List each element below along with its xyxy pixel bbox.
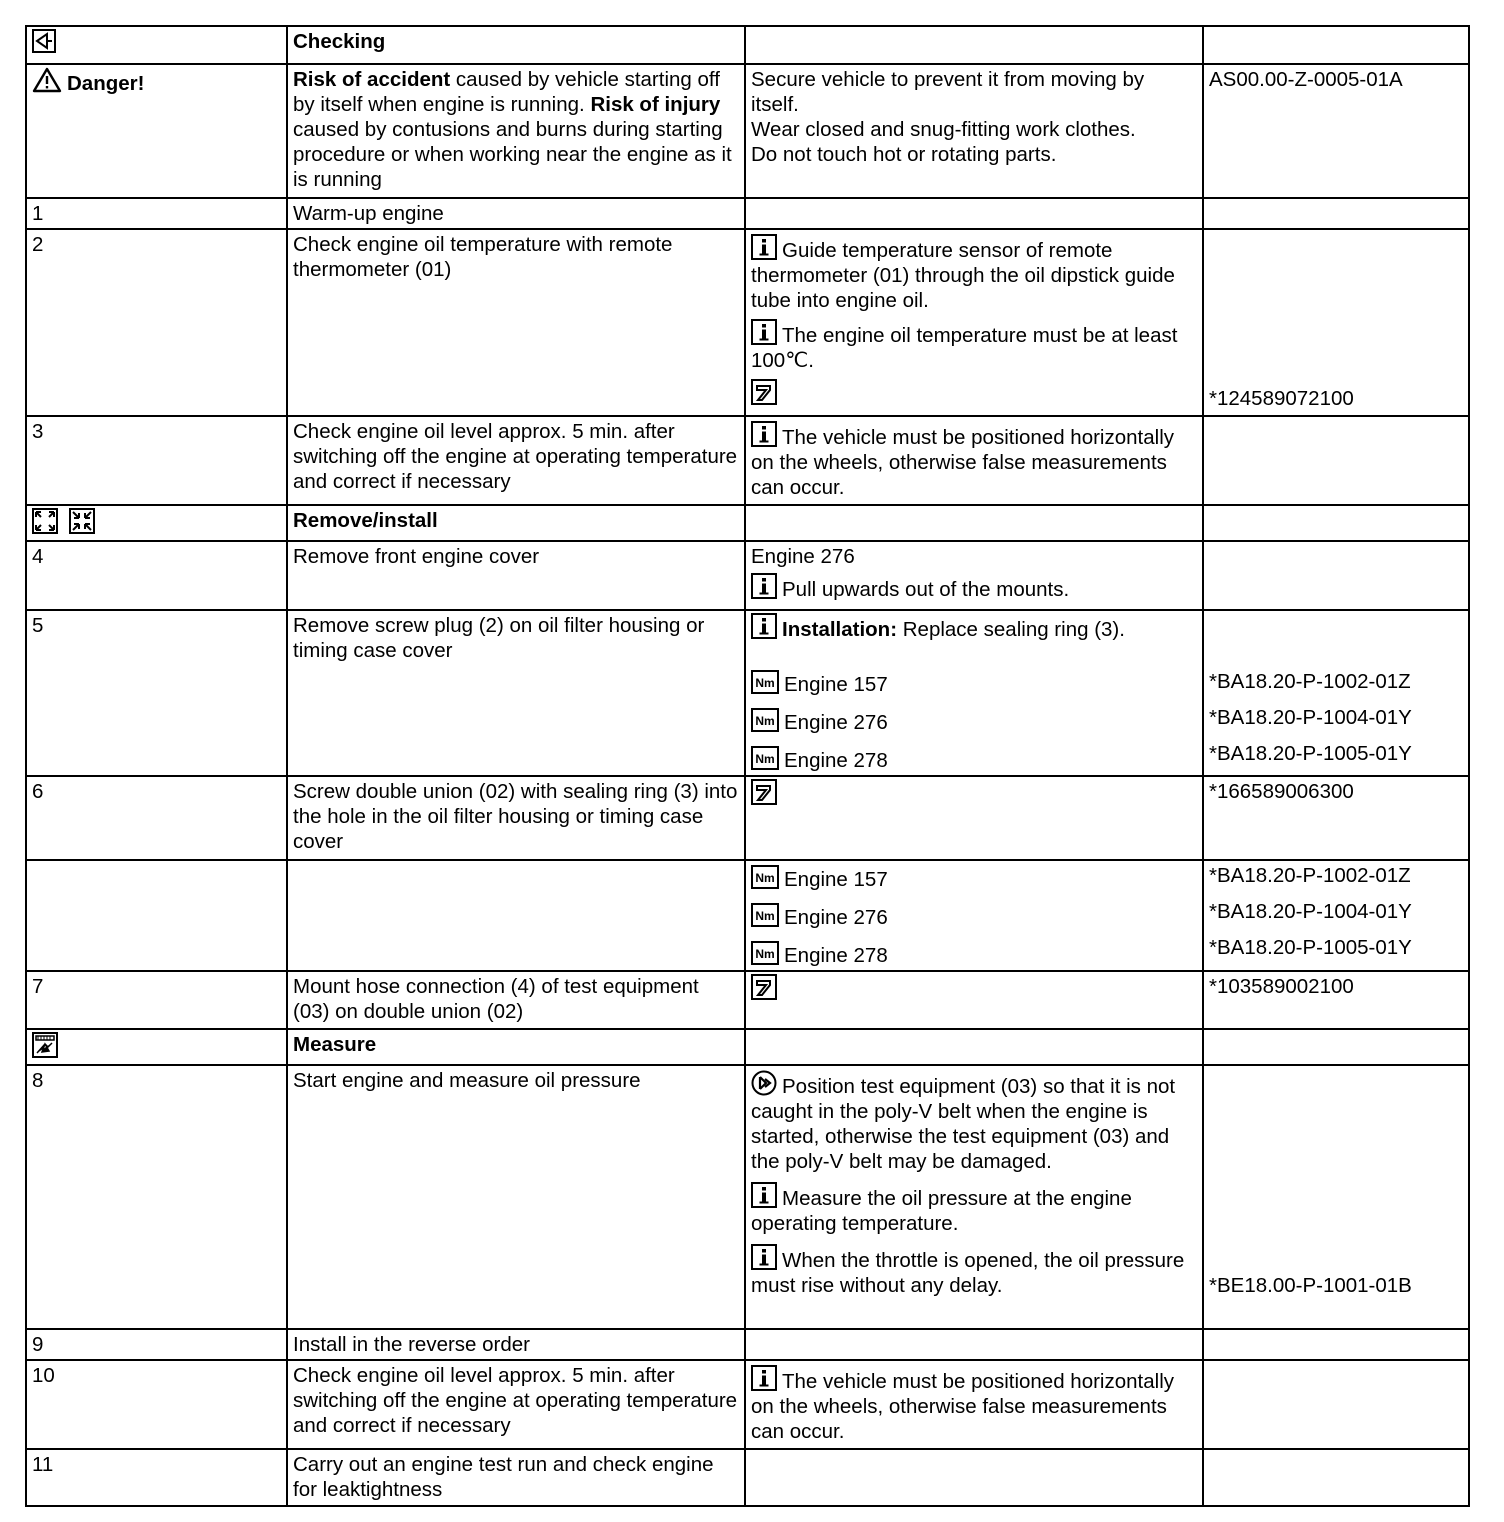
section-title: Remove/install <box>287 505 745 541</box>
step-row <box>26 1360 1469 1449</box>
info-note <box>751 1182 1197 1236</box>
step-row <box>26 541 1469 610</box>
step-number: 7 <box>26 971 287 1029</box>
install-icon <box>69 508 95 534</box>
info-note <box>751 1365 1197 1444</box>
info-note-text: Replace sealing ring (3). <box>897 618 1125 641</box>
danger-cell <box>26 64 287 198</box>
info-icon <box>751 421 777 447</box>
step-text: Check engine oil level approx. 5 min. after switching off the engine at operating temperature and correct if necessary <box>287 416 745 505</box>
info-note <box>751 234 1197 313</box>
measure-line: Secure vehicle to prevent it from moving by itself. <box>751 68 1145 116</box>
engine-label: Engine 278 <box>784 944 888 967</box>
info-note-text: The vehicle must be positioned horizontally on the wheels, otherwise false measurements can occur. <box>751 426 1174 499</box>
svg-text:Nm: Nm <box>755 752 775 766</box>
cell-empty <box>745 1029 1203 1065</box>
step-text: Remove screw plug (2) on oil filter housing or timing case cover <box>287 610 745 776</box>
reference-code[interactable]: *103589002100 <box>1203 971 1469 1029</box>
cell-empty <box>287 860 745 971</box>
info-icon <box>751 1244 777 1270</box>
reference-code[interactable]: *124589072100 <box>1203 229 1469 416</box>
step-notes <box>745 776 1203 860</box>
torque-nm-icon <box>751 746 779 770</box>
step-notes <box>745 971 1203 1029</box>
info-icon <box>751 319 777 345</box>
cell-empty <box>745 1329 1203 1360</box>
tool-note <box>751 379 1197 408</box>
torque-row <box>26 860 1469 971</box>
reference-code[interactable]: *BE18.00-P-1001-01B <box>1203 1065 1469 1329</box>
cell-empty <box>1203 541 1469 610</box>
svg-text:Nm: Nm <box>755 714 775 728</box>
torque-nm-icon <box>751 903 779 927</box>
torque-nm-icon <box>751 670 779 694</box>
step-number: 9 <box>26 1329 287 1360</box>
torque-line <box>751 865 1197 892</box>
step-notes <box>745 1065 1203 1329</box>
danger-description <box>287 64 745 198</box>
measure-icon <box>32 1032 58 1058</box>
info-icon <box>751 1365 777 1391</box>
step-text: Install in the reverse order <box>287 1329 745 1360</box>
info-note-text: Guide temperature sensor of remote thermometer (01) through the oil dipstick guide tube into engine oil. <box>751 239 1175 312</box>
risk-injury-text: caused by contusions and burns during starting procedure or when working near the engine as it is running <box>293 118 732 191</box>
step-row <box>26 416 1469 505</box>
step-number: 3 <box>26 416 287 505</box>
step-number: 10 <box>26 1360 287 1449</box>
step-notes <box>745 229 1203 416</box>
procedure-table <box>25 25 1470 1507</box>
info-icon <box>751 1182 777 1208</box>
torque-line <box>751 941 1197 968</box>
caution-note <box>751 1070 1197 1174</box>
measure-line: Wear closed and snug-fitting work clothes. <box>751 118 1136 141</box>
torque-nm-icon <box>751 941 779 965</box>
section-title: Checking <box>287 26 745 64</box>
danger-measures <box>745 64 1203 198</box>
cell-empty <box>745 26 1203 64</box>
svg-text:Nm: Nm <box>755 909 775 923</box>
torque-nm-icon <box>751 865 779 889</box>
reference-code[interactable]: *BA18.20-P-1005-01Y <box>1209 742 1412 765</box>
step-notes <box>745 860 1203 971</box>
caution-circle-icon <box>751 1070 777 1096</box>
cell-empty <box>745 505 1203 541</box>
engine-label: Engine 157 <box>784 673 888 696</box>
step-row <box>26 198 1469 229</box>
risk-injury: Risk of injury <box>590 93 721 116</box>
step-row <box>26 776 1469 860</box>
info-note <box>751 613 1197 642</box>
step-text: Check engine oil level approx. 5 min. after switching off the engine at operating temperature and correct if necessary <box>287 1360 745 1449</box>
cell-empty <box>1203 1449 1469 1506</box>
step-row <box>26 1329 1469 1360</box>
step-text: Mount hose connection (4) of test equipment (03) on double union (02) <box>287 971 745 1029</box>
torque-line <box>751 670 1197 697</box>
section-row-checking <box>26 26 1469 64</box>
cell-empty <box>1203 416 1469 505</box>
info-icon <box>751 573 777 599</box>
step-text: Remove front engine cover <box>287 541 745 610</box>
cell-empty <box>745 1449 1203 1506</box>
reference-code[interactable]: *BA18.20-P-1004-01Y <box>1209 900 1412 923</box>
special-tool-icon <box>751 779 777 805</box>
section-row-measure <box>26 1029 1469 1065</box>
risk-accident-text: caused by vehicle starting off by itself when engine is running. <box>293 68 720 116</box>
svg-text:Nm: Nm <box>755 676 775 690</box>
tool-note <box>751 974 1197 1003</box>
reference-list <box>1203 610 1469 776</box>
info-note <box>751 1244 1197 1298</box>
info-note-text: The vehicle must be positioned horizontally on the wheels, otherwise false measurements can occur. <box>751 1370 1174 1443</box>
cell-icon <box>26 1029 287 1065</box>
reference-code[interactable]: *BA18.20-P-1002-01Z <box>1209 670 1411 693</box>
step-number: 11 <box>26 1449 287 1506</box>
info-icon <box>751 234 777 260</box>
reference-code[interactable]: AS00.00-Z-0005-01A <box>1203 64 1469 198</box>
step-number: 8 <box>26 1065 287 1329</box>
info-note <box>751 421 1197 500</box>
info-note-text: Pull upwards out of the mounts. <box>782 578 1070 601</box>
reference-code[interactable]: *BA18.20-P-1005-01Y <box>1209 936 1412 959</box>
risk-accident: Risk of accident <box>293 68 451 91</box>
engine-label: Engine 278 <box>784 749 888 772</box>
warning-triangle-icon <box>32 67 62 93</box>
info-note-text: Measure the oil pressure at the engine operating temperature. <box>751 1187 1132 1235</box>
step-text: Screw double union (02) with sealing ring (3) into the hole in the oil filter housing or timing case cover <box>287 776 745 860</box>
info-note-text: The engine oil temperature must be at least 100℃. <box>751 324 1178 372</box>
step-row <box>26 1065 1469 1329</box>
cell-empty <box>1203 26 1469 64</box>
cell-empty <box>26 860 287 971</box>
cell-empty <box>1203 1329 1469 1360</box>
section-title: Measure <box>287 1029 745 1065</box>
special-tool-icon <box>751 379 777 405</box>
engine-label: Engine 276 <box>751 545 855 568</box>
svg-text:Nm: Nm <box>755 871 775 885</box>
danger-label: Danger! <box>67 72 145 95</box>
step-row <box>26 971 1469 1029</box>
step-text: Warm-up engine <box>287 198 745 229</box>
step-number: 5 <box>26 610 287 776</box>
cell-empty <box>1203 1360 1469 1449</box>
info-note <box>751 319 1197 373</box>
step-notes <box>745 416 1203 505</box>
remove-icon <box>32 508 58 534</box>
cell-icon <box>26 505 287 541</box>
step-row <box>26 1449 1469 1506</box>
cell-empty <box>1203 505 1469 541</box>
cell-icon <box>26 26 287 64</box>
cell-empty <box>1203 1029 1469 1065</box>
torque-line <box>751 903 1197 930</box>
reference-list <box>1203 860 1469 971</box>
reference-code[interactable]: *BA18.20-P-1002-01Z <box>1209 864 1411 887</box>
step-text: Start engine and measure oil pressure <box>287 1065 745 1329</box>
step-notes <box>745 541 1203 610</box>
step-row <box>26 610 1469 776</box>
step-notes <box>745 1360 1203 1449</box>
step-row <box>26 229 1469 416</box>
installation-label: Installation: <box>782 618 898 641</box>
step-text: Carry out an engine test run and check engine for leaktightness <box>287 1449 745 1506</box>
info-icon <box>751 613 777 639</box>
torque-line <box>751 708 1197 735</box>
svg-text:Nm: Nm <box>755 947 775 961</box>
torque-nm-icon <box>751 708 779 732</box>
cell-empty <box>745 198 1203 229</box>
caution-note-text: Position test equipment (03) so that it is not caught in the poly-V belt when the engine is started, otherwise the test equipment (03) and the poly-V belt may be damaged. <box>751 1075 1176 1173</box>
special-tool-icon <box>751 974 777 1000</box>
info-note <box>751 573 1197 602</box>
step-number: 4 <box>26 541 287 610</box>
engine-label: Engine 276 <box>784 906 888 929</box>
cell-empty <box>1203 198 1469 229</box>
step-number: 6 <box>26 776 287 860</box>
step-number: 1 <box>26 198 287 229</box>
torque-line <box>751 746 1197 773</box>
danger-row <box>26 64 1469 198</box>
reference-code[interactable]: *166589006300 <box>1203 776 1469 860</box>
checking-icon <box>32 29 56 53</box>
info-note-text: When the throttle is opened, the oil pressure must rise without any delay. <box>751 1249 1185 1297</box>
step-number: 2 <box>26 229 287 416</box>
engine-label: Engine 157 <box>784 868 888 891</box>
engine-label: Engine 276 <box>784 711 888 734</box>
section-row-remove-install <box>26 505 1469 541</box>
tool-note <box>751 779 1197 808</box>
measure-line: Do not touch hot or rotating parts. <box>751 143 1057 166</box>
step-notes <box>745 610 1203 776</box>
step-text: Check engine oil temperature with remote thermometer (01) <box>287 229 745 416</box>
reference-code[interactable]: *BA18.20-P-1004-01Y <box>1209 706 1412 729</box>
